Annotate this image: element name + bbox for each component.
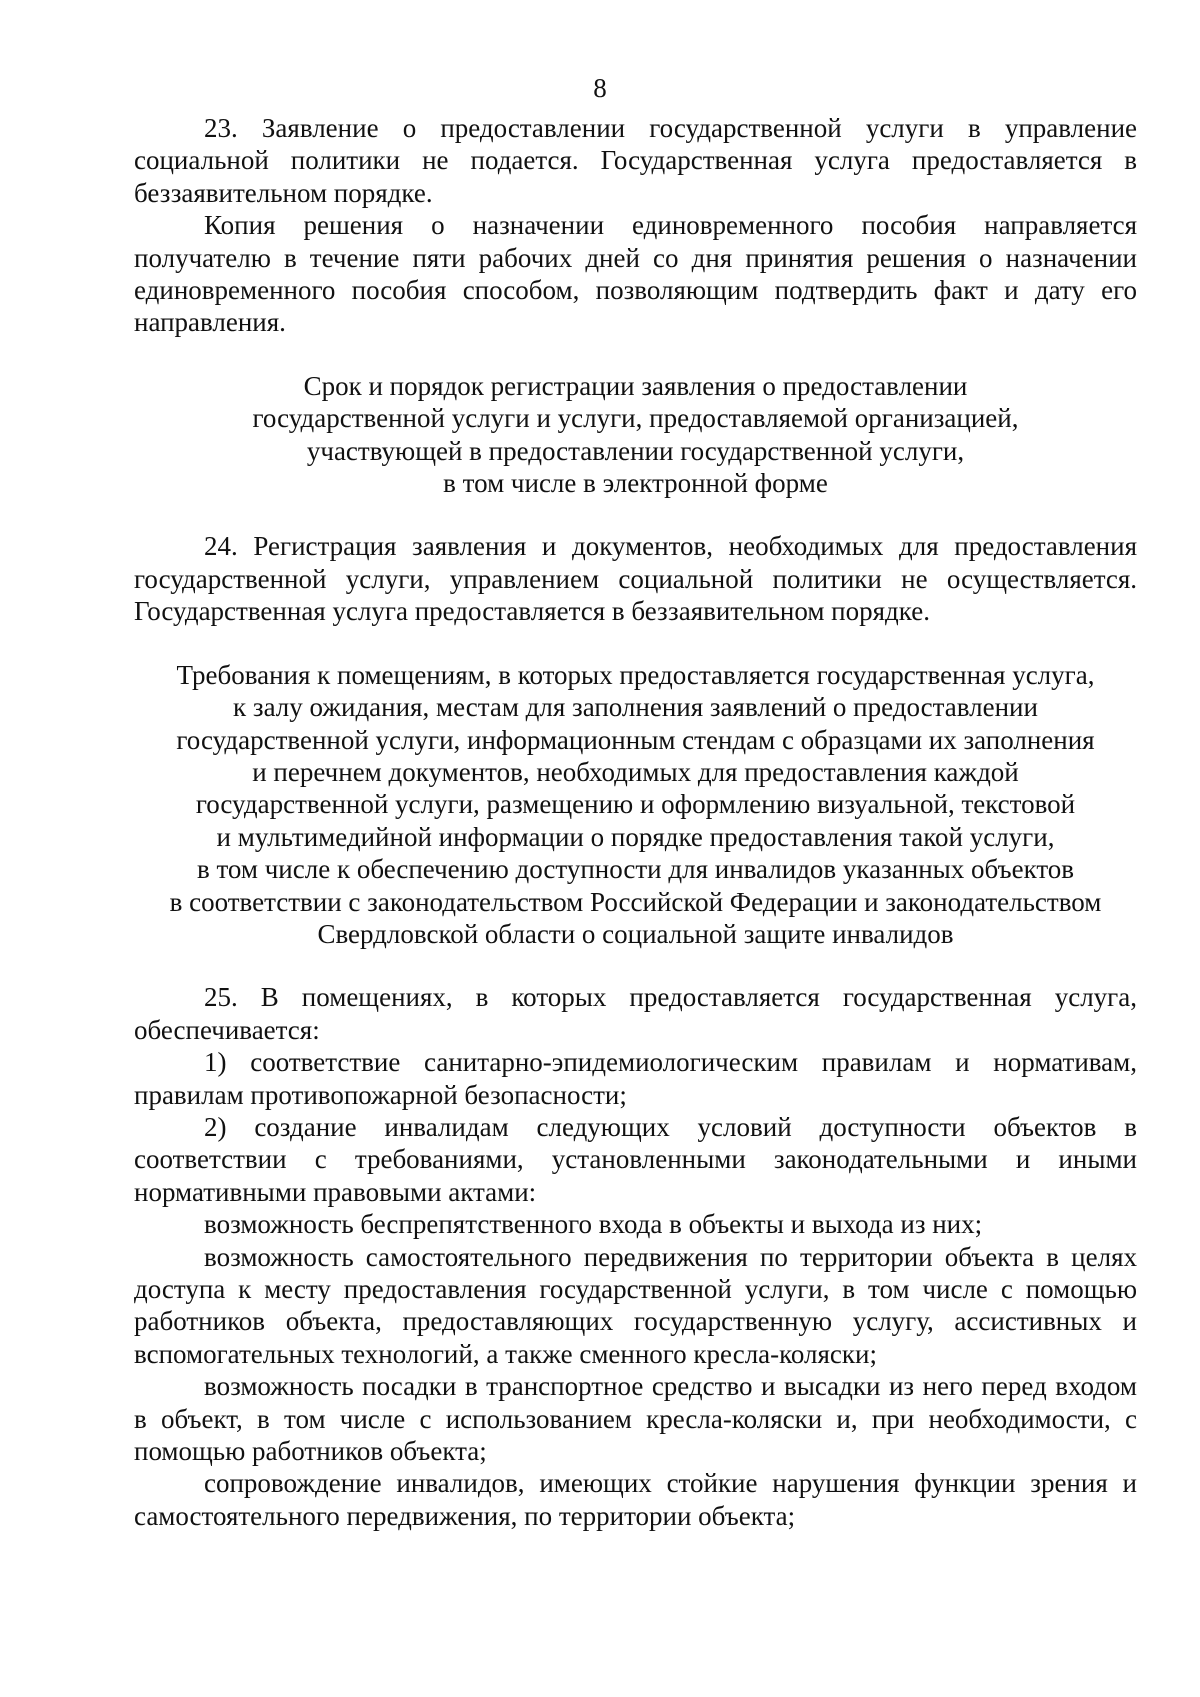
paragraph-25-movement: возможность самостоятельного передвижения по территории объекта в целях доступа к месту предоставления государственной услуги, в том числе с помощью работников объекта, предоставляющих государственную услугу, ассистивных и вспомогательных технологий, а также сменного кресла-коляски; [134,1241,1137,1369]
heading-line: государственной услуги, размещению и оформлению визуальной, текстовой [195,789,1076,820]
heading-line: к залу ожидания, местам для заполнения заявлений о предоставлении [233,692,1038,723]
section-heading-registration [134,370,1137,500]
heading-line: Срок и порядок регистрации заявления о предоставлении [303,370,968,401]
paragraph-25-escort: сопровождение инвалидов, имеющих стойкие нарушения функции зрения и самостоятельного передвижения, по территории объекта; [134,1468,1137,1531]
paragraph-25: 25. В помещениях, в которых предоставляется государственная услуга, обеспечивается: [134,982,1137,1045]
paragraph-23-copy-decision: Копия решения о назначении единовременного пособия направляется получателю в течение пяти рабочих дней со дня принятия решения о назначении единовременного пособия способом, позволяющим подтвердить факт и дату его направления. [134,210,1137,338]
heading-line: Требования к помещениям, в которых предоставляется государственная услуга, [176,659,1095,690]
paragraph-25-entrance: возможность беспрепятственного входа в объекты и выхода из них; [204,1209,983,1240]
page-number: 8 [593,73,607,103]
heading-line: Свердловской области о социальной защите инвалидов [317,918,954,949]
section-heading-premises [134,659,1137,951]
heading-line: государственной услуги, информационным стендам с образцами их заполнения [176,724,1095,755]
heading-line: в том числе к обеспечению доступности для инвалидов указанных объектов [196,854,1075,885]
paragraph-25-item-2: 2) создание инвалидам следующих условий доступности объектов в соответствии с требованиями, установленными законодательными и иными нормативными правовыми актами: [134,1111,1137,1207]
paragraph-23: 23. Заявление о предоставлении государственной услуги в управление социальной политики не подается. Государственная услуга предоставляется в беззаявительном порядке. [134,113,1137,208]
heading-line: участвующей в предоставлении государственной услуги, [306,435,965,466]
heading-line: и перечнем документов, необходимых для предоставления каждой [252,756,1019,787]
paragraph-24: 24. Регистрация заявления и документов, необходимых для предоставления государственной услуги, управлением социальной политики не осуществляется. Государственная услуга предоставляется в беззаявительном порядке. [134,531,1137,627]
paragraph-25-boarding: возможность посадки в транспортное средство и высадки из него перед входом в объект, в том числе с использованием кресла-коляски и, при необходимости, с помощью работников объекта; [134,1371,1137,1467]
heading-line: в соответствии с законодательством Российской Федерации и законодательством [169,886,1102,917]
paragraph-25-item-1: 1) соответствие санитарно-эпидемиологическим правилам и нормативам, правилам противопожарной безопасности; [134,1047,1137,1110]
heading-line: и мультимедийной информации о порядке предоставления такой услуги, [216,821,1055,852]
heading-line: государственной услуги и услуги, предоставляемой организацией, [252,403,1019,434]
heading-line: в том числе в электронной форме [443,468,828,499]
document-body [134,112,1137,1532]
